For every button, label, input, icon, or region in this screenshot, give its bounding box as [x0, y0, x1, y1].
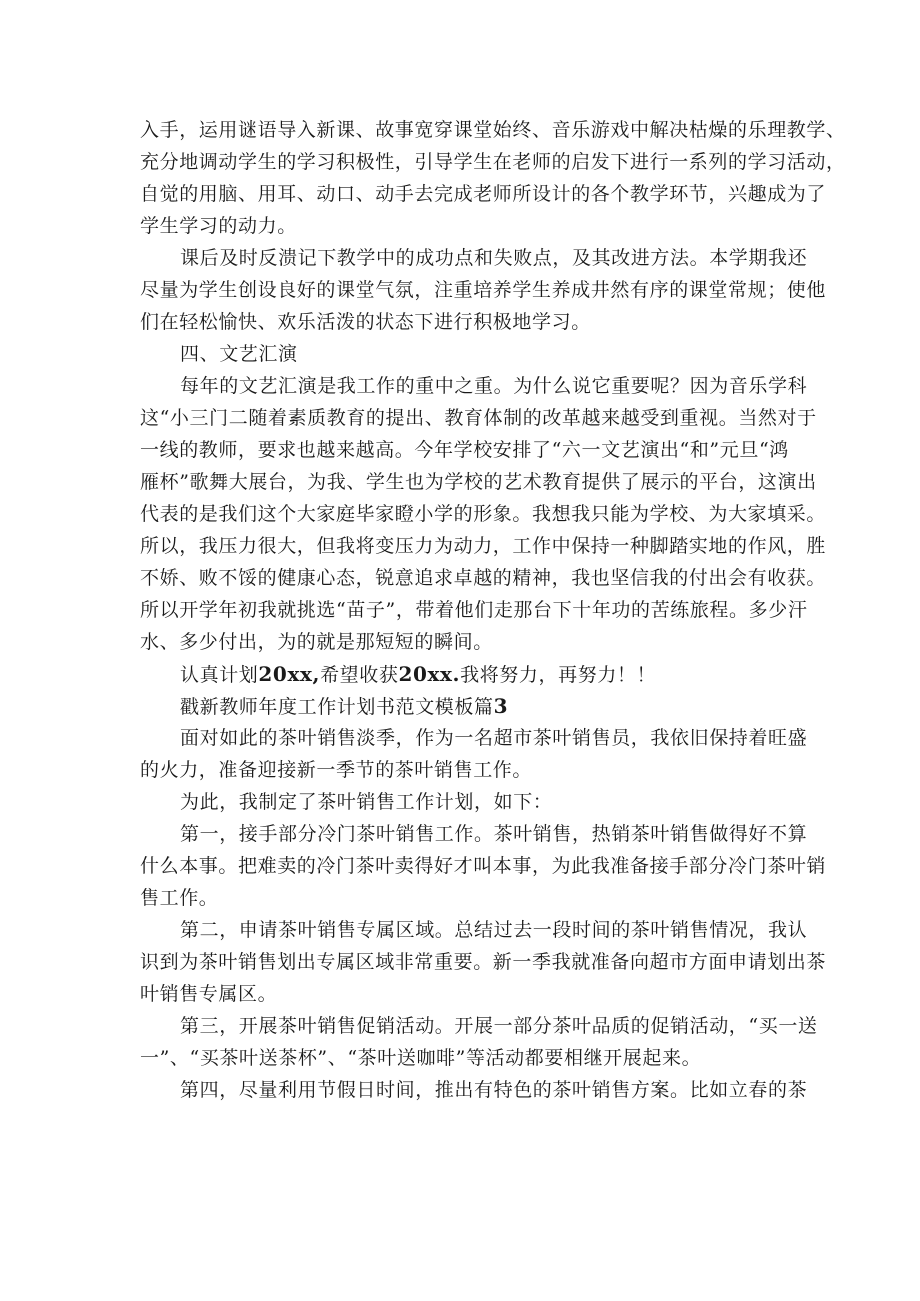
text-line: 的火力，准备迎接新一季节的茶叶销售工作。 [140, 759, 533, 781]
text-line: 叶销售专属区。 [140, 983, 278, 1005]
text-line: 第一，接手部分冷门茶叶销售工作。茶叶销售，热销茶叶销售做得好不算 [180, 823, 808, 845]
section-title [140, 690, 800, 722]
text-line: 所以开学年初我就挑选“苗子”，带着他们走那台下十年功的苦练旅程。多少汗 [140, 599, 808, 621]
text-line: 每年的文艺汇演是我工作的重中之重。为什么说它重要呢？因为音乐学科 [180, 375, 808, 397]
text-line: 尽量为学生创设良好的课堂气氛，注重培养学生养成井然有序的课堂常规；使他 [140, 279, 827, 301]
text-line: 充分地调动学生的学习积极性，引导学生在老师的启发下进行一系列的学习活动， [140, 151, 846, 173]
plan-summary-line [140, 658, 800, 690]
text-fragment: 希望收获 [320, 664, 399, 686]
text-fragment: 认真计划 [180, 664, 259, 686]
text-line: 这“小三门二随着素质教育的提出、教育体制的改革越来越受到重视。当然对于 [140, 407, 817, 429]
text-line: 课后及时反溃记下教学中的成功点和失败点，及其改进方法。本学期我还 [180, 247, 808, 269]
text-line: 们在轻松愉快、欢乐活泼的状态下进行积极地学习。 [140, 311, 591, 333]
text-line: 为此，我制定了茶叶销售工作计划，如下： [180, 791, 553, 813]
text-line: 所以，我压力很大，但我将变压力为动力，工作中保持一种脚踏实地的作风，胜 [140, 535, 827, 557]
document-page [140, 114, 846, 1106]
text-line: 水、多少付出，为的就是那短短的瞬间。 [140, 631, 493, 653]
text-line: 雁杯”歌舞大展台，为我、学生也为学校的艺术教育提供了展示的平台，这演出 [140, 471, 817, 493]
text-line: 一线的教师，要求也越来越高。今年学校安排了“六一文艺演出“和”元旦“鸿 [140, 439, 789, 461]
text-line: 什么本事。把难卖的冷门茶叶卖得好才叫本事，为此我准备接手部分冷门茶叶销 [140, 855, 827, 877]
text-line: 一”、“买茶叶送茶杯”、“茶叶送咖啡”等活动都要相继开展起来。 [140, 1047, 702, 1069]
text-line: 第二，申请茶叶销售专属区域。总结过去一段时间的茶叶销售情况，我认 [180, 919, 808, 941]
title-text: 戳新教师年度工作计划书范文模板篇 [180, 696, 494, 718]
section-heading: 四、文艺汇演 [180, 343, 298, 365]
text-line: 售工作。 [140, 887, 219, 909]
text-line: 学生学习的动力。 [140, 215, 297, 237]
year-number: 20xx, [258, 662, 321, 686]
text-line: 识到为茶叶销售划出专属区域非常重要。新一季我就准备向超市方面申请划出茶 [140, 951, 827, 973]
text-line: 代表的是我们这个大家庭毕家瞪小学的形象。我想我只能为学校、为大家填采。 [140, 503, 827, 525]
text-line: 面对如此的茶叶销售淡季，作为一名超市茶叶销售员，我依旧保持着旺盛 [180, 727, 808, 749]
text-line: 第四，尽量利用节假日时间，推出有特色的茶叶销售方案。比如立春的茶 [180, 1079, 808, 1101]
text-line: 不娇、败不馁的健康心态，锐意追求卓越的精神，我也坚信我的付出会有收获。 [140, 567, 827, 589]
text-fragment: 我将努力，再努力！！ [460, 664, 657, 686]
text-line: 第三，开展茶叶销售促销活动。开展一部分茶叶品质的促销活动，“买一送 [180, 1015, 818, 1037]
text-line: 入手，运用谜语导入新课、故事宽穿课堂始终、音乐游戏中解决枯燥的乐理教学、 [140, 119, 846, 141]
text-line: 自觉的用脑、用耳、动口、动手去完成老师所设计的各个教学环节，兴趣成为了 [140, 183, 827, 205]
title-number: 3 [493, 694, 509, 718]
year-number: 20xx. [398, 662, 461, 686]
